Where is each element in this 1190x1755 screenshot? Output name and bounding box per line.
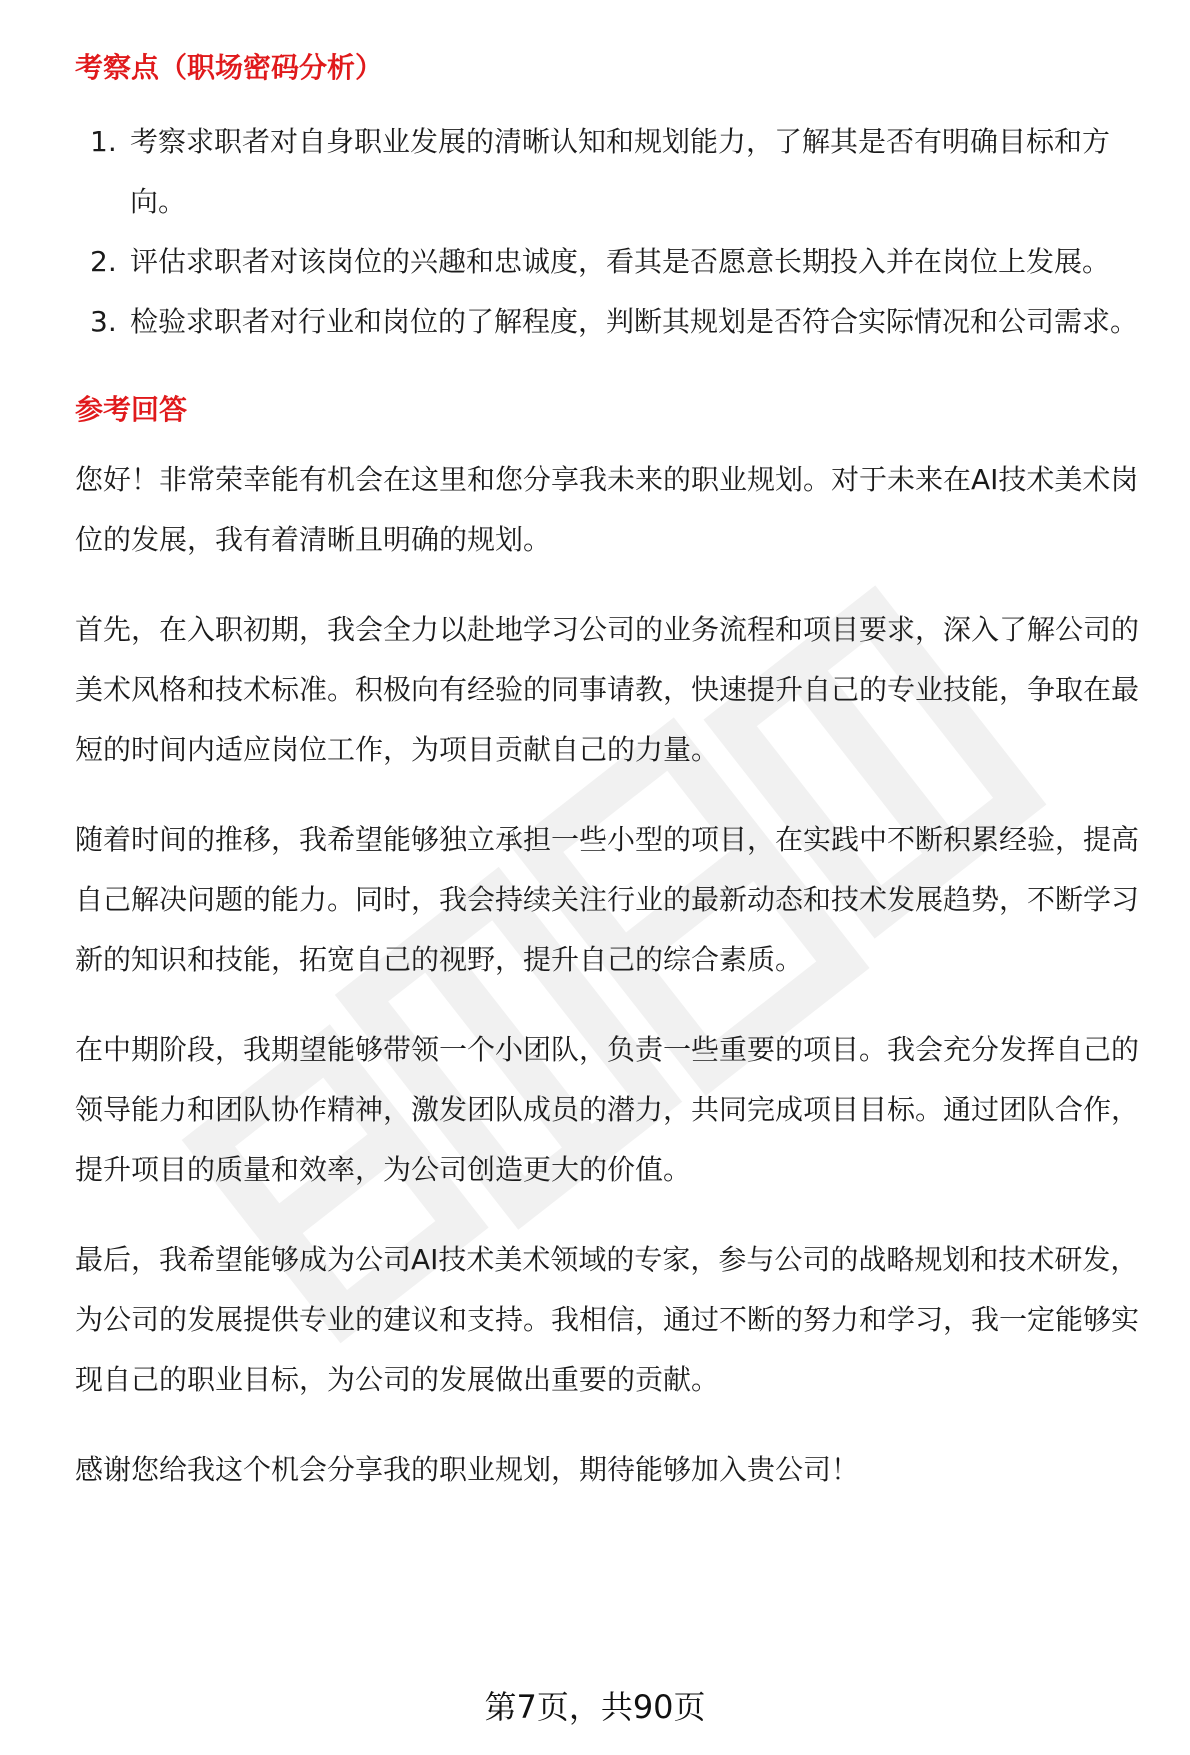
page-number-footer: 第7页，共90页 — [484, 1688, 706, 1726]
page-content — [75, 48, 1160, 1500]
list-item — [75, 112, 1160, 232]
answer-paragraph: 您好！非常荣幸能有机会在这里和您分享我未来的职业规划。对于未来在AI技术美术岗位的发展，我有着清晰且明确的规划。 — [75, 463, 1139, 556]
answer-paragraph: 最后，我希望能够成为公司AI技术美术领域的专家，参与公司的战略规划和技术研发，为公司的发展提供专业的建议和支持。我相信，通过不断的努力和学习，我一定能够实现自己的职业目标，为公司的发展做出重要的贡献。 — [75, 1243, 1140, 1396]
list-item-text: 检验求职者对行业和岗位的了解程度，判断其规划是否符合实际情况和公司需求。 — [130, 305, 1139, 338]
list-item-number: 2. — [90, 245, 117, 278]
list-item-text: 考察求职者对自身职业发展的清晰认知和规划能力，了解其是否有明确目标和方向。 — [130, 125, 1111, 218]
list-item-number: 3. — [90, 305, 117, 338]
section-title-points: 考察点（职场密码分析） — [75, 51, 384, 84]
answer-paragraph: 首先，在入职初期，我会全力以赴地学习公司的业务流程和项目要求，深入了解公司的美术风格和技术标准。积极向有经验的同事请教，快速提升自己的专业技能，争取在最短的时间内适应岗位工作，为项目贡献自己的力量。 — [75, 613, 1140, 766]
list-item — [75, 232, 1160, 292]
list-item-number: 1. — [90, 125, 117, 158]
answer-paragraph: 随着时间的推移，我希望能够独立承担一些小型的项目，在实践中不断积累经验，提高自己解决问题的能力。同时，我会持续关注行业的最新动态和技术发展趋势，不断学习新的知识和技能，拓宽自己的视野，提升自己的综合素质。 — [75, 823, 1140, 976]
list-item — [75, 292, 1160, 352]
answer-paragraph: 感谢您给我这个机会分享我的职业规划，期待能够加入贵公司！ — [75, 1453, 860, 1486]
section-title-answer: 参考回答 — [75, 393, 188, 426]
list-item-text: 评估求职者对该岗位的兴趣和忠诚度，看其是否愿意长期投入并在岗位上发展。 — [130, 245, 1111, 278]
answer-paragraph: 在中期阶段，我期望能够带领一个小团队，负责一些重要的项目。我会充分发挥自己的领导能力和团队协作精神，激发团队成员的潜力，共同完成项目目标。通过团队合作，提升项目的质量和效率，为公司创造更大的价值。 — [75, 1033, 1140, 1186]
points-list — [75, 112, 1160, 352]
